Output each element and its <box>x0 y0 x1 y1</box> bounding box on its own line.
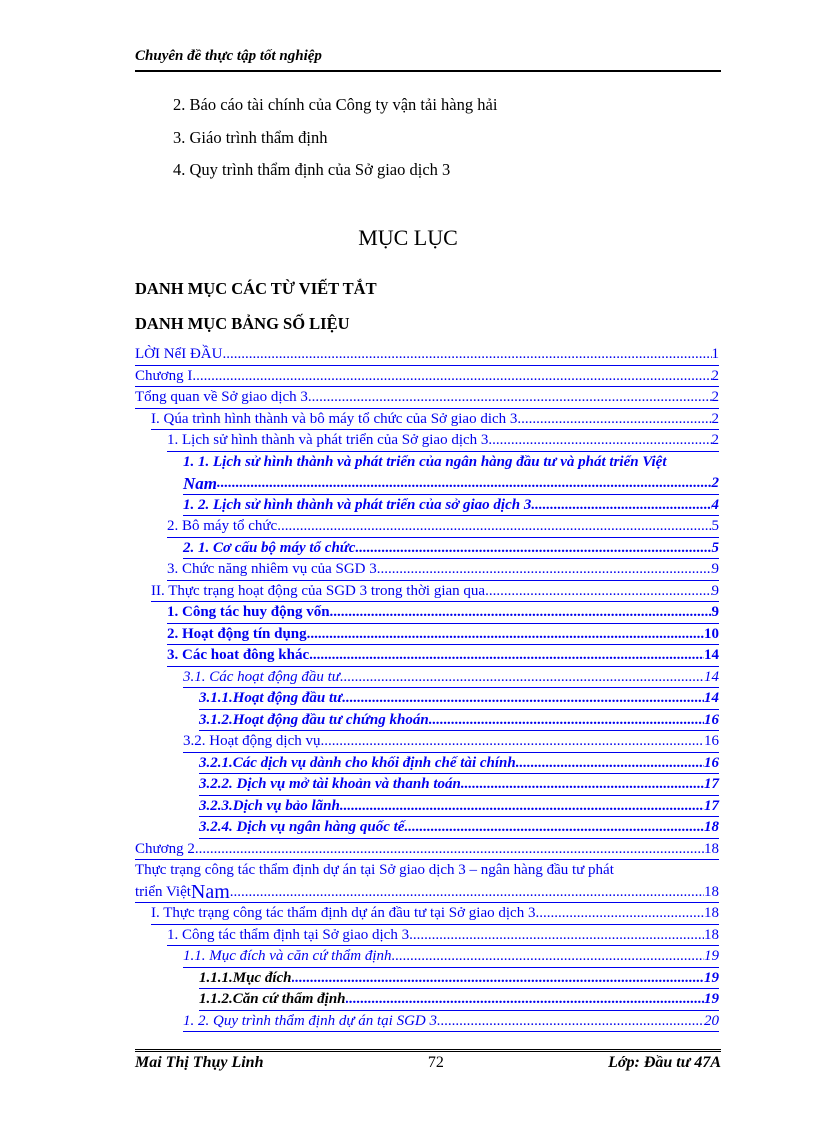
toc-leader-dots <box>355 538 711 559</box>
reference-list <box>173 95 497 193</box>
toc-leader-dots <box>346 989 704 1010</box>
toc-leader-dots <box>340 796 704 817</box>
toc-leader-dots <box>330 602 712 623</box>
toc-entry-title: 1. Lịch sử hình thành và phát triển của Sở giao dịch 3 <box>167 432 489 448</box>
toc-entry-title: 2. 1. Cơ cấu bộ máy tổ chức <box>183 539 356 556</box>
toc-entry-title: II. Thực trạng hoạt động của SGD 3 trong thời gian qua <box>151 582 486 599</box>
toc-entry-title: 1. Công tác thẩm định tại Sở giao dịch 3 <box>167 926 410 943</box>
section-abbreviations: DANH MỤC CÁC TỪ VIẾT TẮT <box>135 279 377 298</box>
toc-leader-dots <box>308 387 712 408</box>
toc-entry-title: 3.2.3.Dịch vụ bảo lãnh <box>199 797 340 814</box>
footer-page-number: 72 <box>427 1054 444 1071</box>
toc-entry-page: 5 <box>711 539 719 556</box>
toc-entry[interactable] <box>151 409 719 431</box>
toc-entry-page: 5 <box>711 518 719 534</box>
toc-entry-title: 1.1.1.Mục đích <box>199 969 292 986</box>
toc-entry-page: 18 <box>704 926 719 943</box>
reference-item: 2. Báo cáo tài chính của Công ty vận tải hàng hải <box>173 95 498 114</box>
toc-entry[interactable] <box>199 710 719 732</box>
toc-leader-dots <box>222 344 711 365</box>
toc-entry-title: I. Thực trạng công tác thẩm định dự án đầu tư tại Sở giao dịch 3 <box>151 905 536 921</box>
toc-leader-dots <box>192 366 711 387</box>
toc-entry-title: Chương 2 <box>135 840 195 857</box>
toc-entry-title: 1.1. Mục đích và căn cứ thẩm định <box>183 948 392 964</box>
footer-class: Lớp: Đầu tư 47A <box>608 1054 721 1071</box>
page-footer <box>135 1054 721 1072</box>
toc-entry-page: 17 <box>704 776 719 792</box>
toc-entry-title: Thực trạng công tác thẩm định dự án tại Sở giao dịch 3 – ngân hàng đầu tư phát <box>135 862 614 878</box>
footer-divider <box>135 1049 721 1052</box>
toc-entry-page: 9 <box>711 604 719 620</box>
toc-entry-page: 2 <box>711 432 719 448</box>
toc-entry-page: 9 <box>711 582 719 599</box>
toc-entry-page: 18 <box>704 819 719 835</box>
toc-leader-dots <box>217 473 712 495</box>
toc-leader-dots <box>342 688 704 709</box>
toc-entry[interactable] <box>183 667 719 689</box>
toc-leader-dots <box>307 624 704 645</box>
toc-entry-title: 1. Công tác huy động vốn <box>167 604 330 620</box>
toc-entry[interactable] <box>167 430 719 452</box>
toc-entry-title: 3.1.2.Hoạt động đầu tư chứng khoán <box>199 711 429 728</box>
page-header: Chuyên đề thực tập tốt nghiệp <box>135 48 322 64</box>
toc-leader-dots <box>377 559 712 580</box>
toc-entry[interactable] <box>151 581 719 603</box>
toc-entry[interactable] <box>199 817 719 839</box>
toc-leader-dots <box>404 817 704 838</box>
toc-entry-page: 16 <box>704 711 719 728</box>
toc-entry[interactable] <box>151 903 719 925</box>
toc-entry-page: 10 <box>704 625 719 642</box>
toc-leader-dots <box>195 839 704 860</box>
toc-entry[interactable] <box>183 452 719 495</box>
toc-entry[interactable] <box>135 387 719 409</box>
toc-entry[interactable] <box>167 925 719 947</box>
toc-entry-title: 3.2. Hoạt động dịch vụ <box>183 733 321 749</box>
toc-entry-title: 1. 2. Lịch sử hình thành và phát triển của sở giao dịch 3 <box>183 496 532 513</box>
toc-entry[interactable] <box>199 774 719 796</box>
toc-leader-dots <box>309 645 704 666</box>
toc-entry-title: 3. Các hoat đông khác <box>167 647 310 663</box>
toc-entry-title: Tổng quan về Sở giao dịch 3 <box>135 389 308 405</box>
toc-entry-page: 4 <box>711 496 719 513</box>
reference-item: 3. Giáo trình thẩm định <box>173 127 328 147</box>
toc-entry[interactable] <box>183 731 719 753</box>
toc-entry[interactable] <box>167 602 719 624</box>
toc-entry-title: 1. 1. Lịch sử hình thành và phát triển của ngân hàng đầu tư và phát triển Việt <box>183 453 667 470</box>
toc-entry[interactable] <box>135 344 719 366</box>
toc-leader-dots <box>409 925 704 946</box>
toc-leader-dots <box>429 710 704 731</box>
toc-entry-title: 1. 2. Quy trình thẩm định dự án tại SGD 3 <box>183 1012 438 1029</box>
header-divider <box>135 70 721 72</box>
toc-entry-page: 2 <box>711 410 719 427</box>
toc-entry-title: I. Qúa trình hình thành và bô máy tổ chức của Sở giao dich 3 <box>151 410 518 427</box>
toc-entry-title-cont: Nam <box>190 880 230 903</box>
footer-author: Mai Thị Thụy Linh <box>135 1054 264 1071</box>
toc-entry-title: 3. Chức năng nhiêm vụ của SGD 3 <box>167 561 377 577</box>
toc-entry-page: 2 <box>711 367 719 384</box>
toc-entry[interactable] <box>135 366 719 388</box>
toc-entry-page: 18 <box>704 840 719 857</box>
toc-entry[interactable] <box>199 796 719 818</box>
toc-leader-dots <box>488 430 711 451</box>
toc-entry-page: 2 <box>711 475 719 491</box>
toc-entry[interactable] <box>199 753 719 775</box>
toc-entry[interactable] <box>183 495 719 517</box>
toc-entry-page: 19 <box>704 948 719 964</box>
toc-leader-dots <box>517 409 711 430</box>
toc-entry[interactable] <box>167 624 719 646</box>
toc-entry-title: LỜI NểI ĐẦU <box>135 346 223 362</box>
toc-entry-title: 3.2.1.Các dịch vụ dành cho khối định chế tài chính <box>199 754 516 771</box>
toc-entry[interactable] <box>135 860 719 903</box>
toc-entry-title-cont: Nam <box>183 474 217 493</box>
toc-entry[interactable] <box>135 839 719 861</box>
toc-leader-dots <box>516 753 704 774</box>
toc-entry-page: 16 <box>704 754 719 771</box>
toc-entry-title: 2. Hoạt động tín dụng <box>167 625 307 642</box>
toc-leader-dots <box>437 1011 704 1032</box>
toc-entry[interactable] <box>199 968 719 990</box>
toc-entry-title: 3.1.1.Hoạt động đầu tư <box>199 690 343 706</box>
toc-entry[interactable] <box>199 688 719 710</box>
toc-entry-title: 3.2.2. Dịch vụ mở tài khoản và thanh toán <box>199 776 461 792</box>
toc-leader-dots <box>392 946 704 967</box>
toc-entry-page: 14 <box>704 647 719 663</box>
toc-title: MỤC LỤC <box>358 225 458 250</box>
toc-entry[interactable] <box>199 989 719 1011</box>
toc-entry-page: 1 <box>711 346 719 362</box>
toc-entry-page: 9 <box>711 561 719 577</box>
toc-entry[interactable] <box>167 645 719 667</box>
toc-leader-dots <box>485 581 711 602</box>
toc-entry-page: 19 <box>704 969 719 986</box>
toc-leader-dots <box>340 667 704 688</box>
toc-entry-page: 19 <box>704 991 719 1007</box>
toc-entry-page: 16 <box>704 733 719 749</box>
section-data-tables: DANH MỤC BẢNG SỐ LIỆU <box>135 314 350 333</box>
toc-entry-page: 2 <box>711 389 719 405</box>
toc-entry-page: 18 <box>704 883 719 900</box>
toc-entry[interactable] <box>183 946 719 968</box>
toc-leader-dots <box>535 903 704 924</box>
toc-entry-page: 20 <box>704 1012 719 1029</box>
toc-entry[interactable] <box>167 516 719 538</box>
toc-entry-page: 14 <box>704 690 719 706</box>
toc-entry-page: 14 <box>704 668 719 685</box>
toc-entry-title: Chương I <box>135 367 193 384</box>
toc-leader-dots <box>531 495 711 516</box>
toc-entry-title: 2. Bô máy tổ chức <box>167 518 278 534</box>
toc-entry[interactable] <box>183 1011 719 1033</box>
toc-leader-dots <box>320 731 704 752</box>
toc-entry[interactable] <box>167 559 719 581</box>
toc-entry-page: 18 <box>704 905 719 921</box>
reference-item: 4. Quy trình thẩm định của Sở giao dịch 3 <box>173 160 451 179</box>
toc-entry-title: 1.1.2.Căn cứ thẩm định <box>199 991 346 1007</box>
toc-entry-title: 3.1. Các hoạt động đầu tư <box>183 668 340 685</box>
toc-entry-page: 17 <box>704 797 719 814</box>
toc-entry-title: 3.2.4. Dịch vụ ngân hàng quốc tế <box>199 819 405 835</box>
toc-leader-dots <box>230 882 704 904</box>
toc-leader-dots <box>461 774 704 795</box>
table-of-contents <box>135 344 719 1032</box>
toc-entry-title-cont: triển Việt <box>135 883 191 900</box>
toc-entry[interactable] <box>183 538 719 560</box>
toc-leader-dots <box>277 516 711 537</box>
toc-leader-dots <box>292 968 704 989</box>
